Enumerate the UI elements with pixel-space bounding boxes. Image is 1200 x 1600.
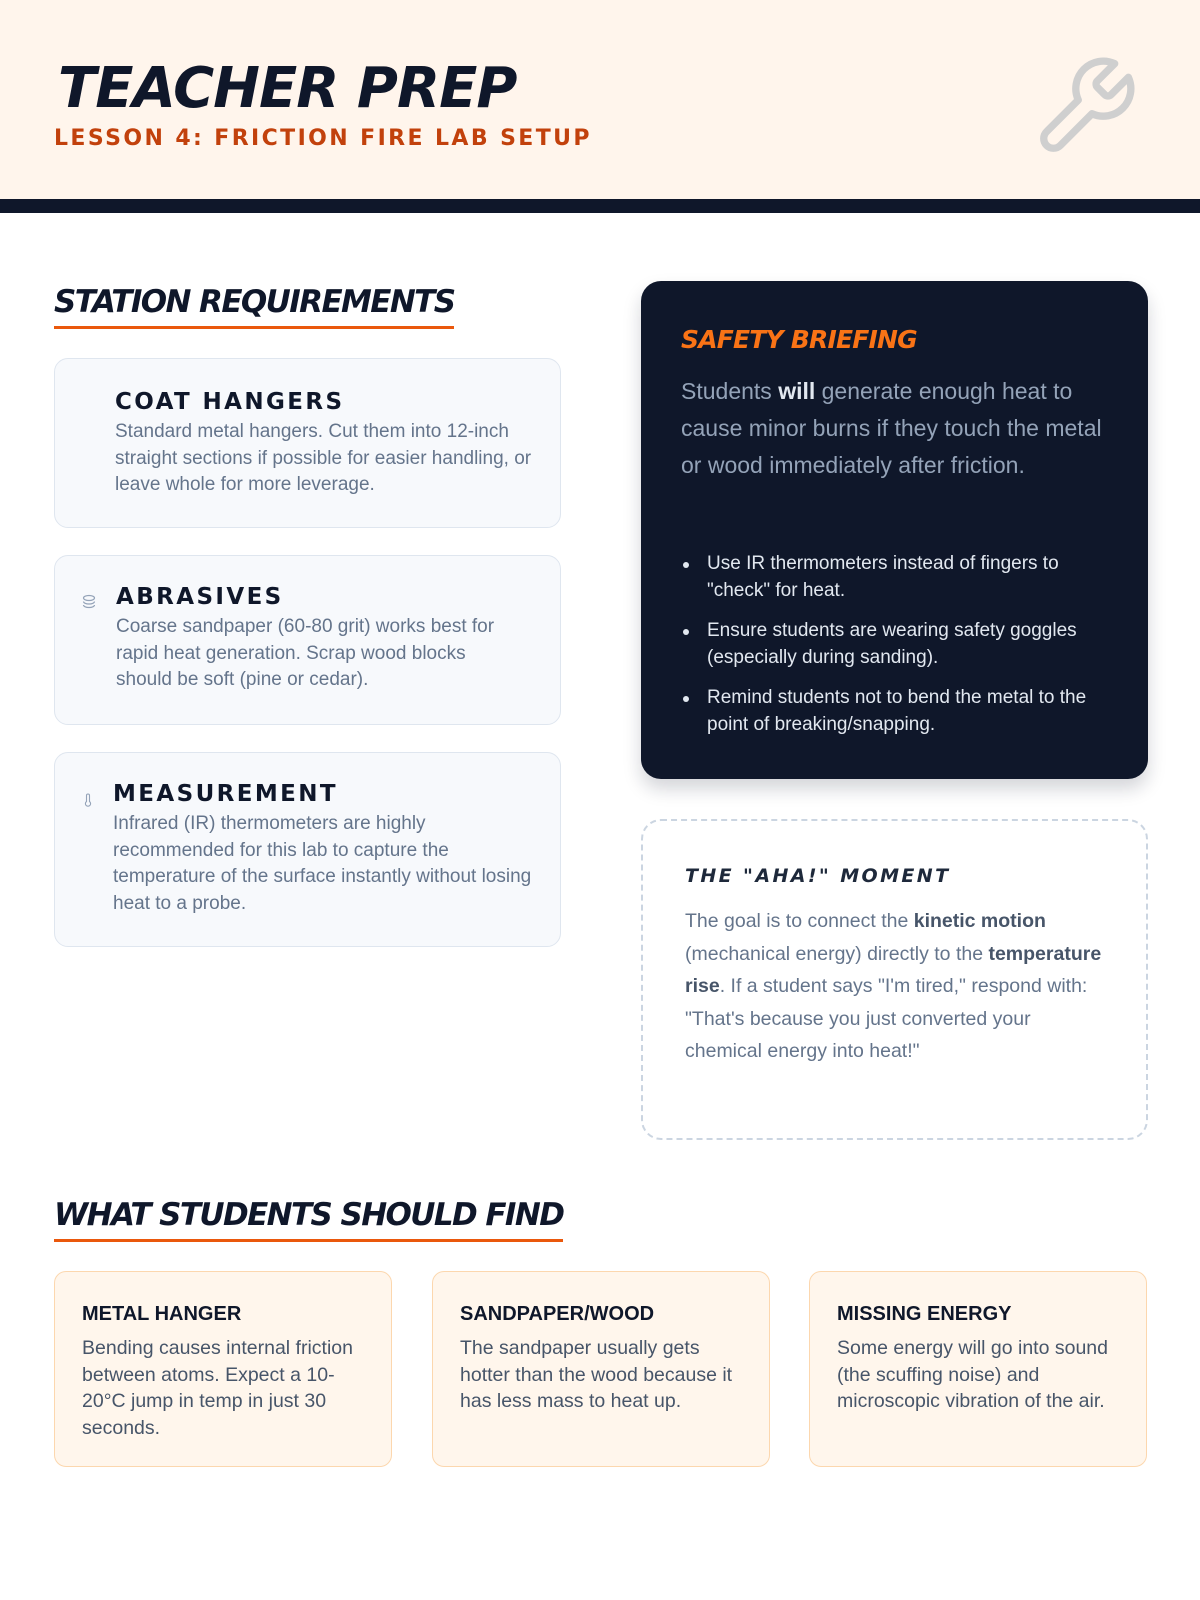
page-title: TEACHER PREP xyxy=(58,56,517,121)
safety-briefing-lead: Students will generate enough heat to cause minor burns if they touch the metal or wood immediately after friction. xyxy=(681,378,1102,478)
requirement-title: MEASUREMENT xyxy=(113,781,338,807)
aha-moment-card xyxy=(641,819,1148,1140)
safety-rule: Remind students not to bend the metal to the point of breaking/snapping. xyxy=(681,685,1121,738)
requirement-text: Infrared (IR) thermometers are highly recommended for this lab to capture the temperature of the surface instantly without losing heat to a probe. xyxy=(113,813,532,914)
wrench-icon xyxy=(1030,52,1140,162)
thermometer-icon xyxy=(84,793,92,807)
emphasis-temperature-rise: temperature rise xyxy=(685,942,1102,997)
layers-icon xyxy=(82,594,96,610)
requirement-text: Coarse sandpaper (60-80 grit) works best for rapid heat generation. Scrap wood blocks should be soft (pine or cedar). xyxy=(116,616,495,690)
aha-moment-title: THE "AHA!" MOMENT xyxy=(685,865,951,887)
findings-heading: WHAT STUDENTS SHOULD FIND xyxy=(54,1197,563,1242)
emphasis-kinetic-motion: kinetic motion xyxy=(913,910,1046,932)
page-header xyxy=(0,0,1200,213)
safety-briefing-card xyxy=(641,281,1148,779)
safety-rule: Use IR thermometers instead of fingers to "check" for heat. xyxy=(681,551,1121,604)
requirement-title: ABRASIVES xyxy=(116,584,284,610)
emphasis-will: will xyxy=(778,378,816,404)
page-subtitle: LESSON 4: FRICTION FIRE LAB SETUP xyxy=(54,126,592,151)
station-requirements-heading: STATION REQUIREMENTS xyxy=(54,284,454,329)
finding-title: METAL HANGER xyxy=(82,1303,242,1325)
requirement-card-abrasives xyxy=(54,555,561,725)
safety-rules-list xyxy=(681,551,1121,752)
requirement-text: Standard metal hangers. Cut them into 12-inch straight sections if possible for easier handling, or leave whole for more leverage. xyxy=(115,421,532,495)
safety-rule: Ensure students are wearing safety goggles (especially during sanding). xyxy=(681,618,1121,671)
requirement-title: COAT HANGERS xyxy=(115,389,345,415)
finding-text: The sandpaper usually gets hotter than the wood because it has less mass to heat up. xyxy=(460,1337,733,1412)
safety-briefing-title: SAFETY BRIEFING xyxy=(681,325,917,354)
requirement-card-measurement xyxy=(54,752,561,947)
finding-title: MISSING ENERGY xyxy=(837,1303,1012,1325)
finding-card-missing-energy xyxy=(809,1271,1147,1467)
finding-text: Bending causes internal friction between atoms. Expect a 10-20°C jump in temp in just 30 seconds. xyxy=(82,1337,353,1439)
finding-card-metal-hanger xyxy=(54,1271,392,1467)
requirement-card-coat-hangers xyxy=(54,358,561,528)
finding-text: Some energy will go into sound (the scuffing noise) and microscopic vibration of the air. xyxy=(837,1337,1108,1412)
aha-moment-text: The goal is to connect the kinetic motion (mechanical energy) directly to the temperature rise. If a student says "I'm tired," respond with: "That's because you just converted your chemical energy into heat!" xyxy=(685,910,1102,1062)
finding-card-sandpaper-wood xyxy=(432,1271,770,1467)
finding-title: SANDPAPER/WOOD xyxy=(460,1303,655,1325)
